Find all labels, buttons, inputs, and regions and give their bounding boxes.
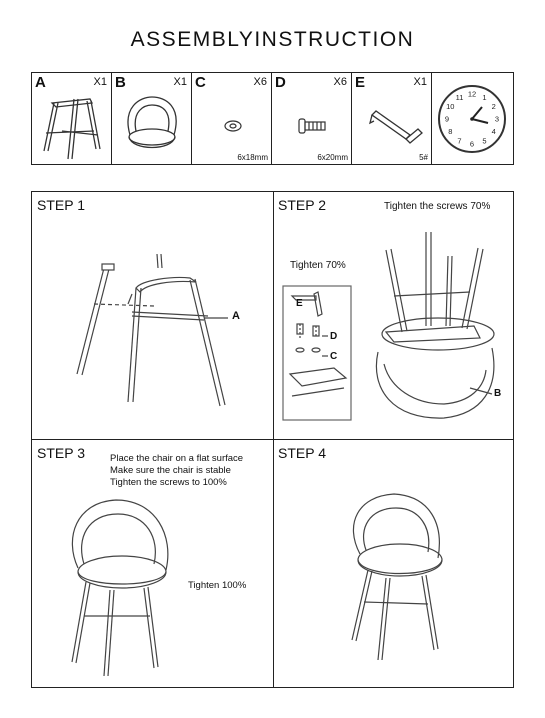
inset-note: Tighten 70% — [290, 260, 346, 271]
leg-frame-icon — [32, 73, 112, 166]
clock-icon — [432, 73, 514, 166]
part-size: 6x20mm — [317, 153, 348, 162]
step-note: Tighten 100% — [188, 580, 247, 591]
chair-upside-down-illustration — [274, 192, 515, 439]
clock-number: 3 — [494, 114, 500, 124]
step-title: STEP 2 — [278, 197, 326, 213]
clock-number: 8 — [448, 127, 453, 137]
part-letter: C — [195, 74, 206, 91]
step-title: STEP 1 — [37, 197, 85, 213]
clock-number: 6 — [469, 139, 475, 149]
clock-number: 5 — [482, 136, 487, 146]
instruction-line: Tighten the screws to 100% — [110, 477, 227, 488]
assembled-chair-illustration — [32, 440, 273, 689]
steps-grid — [31, 191, 514, 688]
parts-list — [31, 72, 514, 165]
part-b — [112, 73, 192, 164]
part-quantity: X1 — [93, 76, 107, 88]
part-letter: D — [275, 74, 286, 91]
step-title: STEP 3 — [37, 445, 85, 461]
step-title: STEP 4 — [278, 445, 326, 461]
clock-number: 7 — [457, 136, 462, 146]
clock-number: 2 — [491, 102, 496, 112]
part-letter: E — [355, 74, 366, 91]
part-size: 5# — [419, 153, 428, 162]
clock-number: 1 — [482, 92, 487, 102]
part-quantity: X6 — [253, 76, 267, 88]
clock-panel — [432, 73, 513, 164]
part-size: 6x18mm — [237, 153, 268, 162]
clock-number: 4 — [491, 127, 496, 137]
part-c — [192, 73, 272, 164]
part-a — [32, 73, 112, 164]
clock-number: 9 — [444, 114, 450, 124]
finished-chair-illustration — [274, 440, 515, 689]
part-d — [272, 73, 352, 164]
part-quantity: X1 — [173, 76, 187, 88]
step-2-panel — [274, 192, 515, 439]
part-letter: A — [35, 74, 46, 91]
instruction-line: Place the chair on a flat surface — [110, 453, 244, 464]
clock-number: 11 — [455, 92, 464, 102]
part-callout-c: C — [330, 351, 338, 362]
clock-number: 10 — [446, 102, 455, 112]
part-letter: B — [115, 74, 126, 91]
part-e — [352, 73, 432, 164]
part-quantity: X6 — [333, 76, 347, 88]
step-3-panel — [32, 440, 273, 689]
part-callout-d: D — [330, 331, 338, 342]
step-1-panel — [32, 192, 273, 439]
part-callout-e: E — [296, 298, 303, 309]
seat-shell-icon — [112, 73, 192, 166]
clock-number: 12 — [467, 89, 477, 99]
page-title: ASSEMBLYINSTRUCTION — [130, 28, 415, 51]
part-callout-a: A — [232, 310, 240, 322]
part-quantity: X1 — [413, 76, 427, 88]
step-4-panel — [274, 440, 515, 689]
part-callout-b: B — [494, 388, 502, 399]
instruction-line: Make sure the chair is stable — [110, 465, 231, 476]
step-note: Tighten the screws 70% — [384, 201, 491, 212]
